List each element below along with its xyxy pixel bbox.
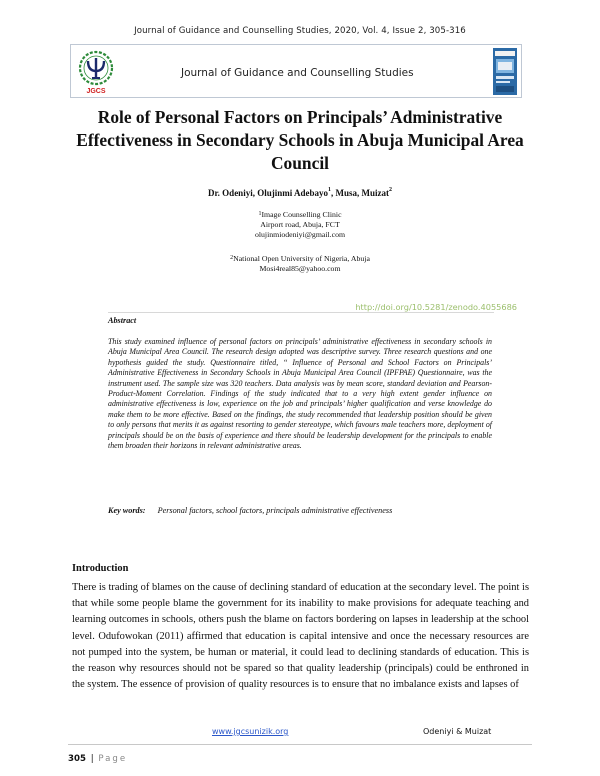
page-number (68, 754, 127, 764)
author-line (0, 188, 600, 198)
paper-title: Role of Personal Factors on Principals’ Administrative Effectiveness in Secondary Schools in Abuja Municipal Area Council (76, 107, 524, 173)
author-2: Musa, Muizat (335, 188, 389, 198)
abstract-heading: Abstract (108, 316, 137, 325)
affiliation-1 (0, 210, 600, 240)
author-2-sup: 2 (388, 187, 392, 193)
footer-divider (68, 744, 532, 745)
affiliation-1-sup: 1 (258, 211, 262, 217)
affiliation-2 (0, 254, 600, 274)
affiliation-2-sup: 2 (230, 255, 234, 261)
author-1-sup: 1 (327, 187, 331, 193)
logo-text: JGCS (86, 88, 106, 95)
affiliation-2-email[interactable]: Mosi4real85@yahoo.com (259, 264, 341, 273)
keywords (108, 506, 508, 515)
journal-logo (74, 49, 118, 95)
keywords-label: Key words: (108, 506, 146, 515)
introduction-text: There is trading of blames on the cause of declining standard of education at the secondary level. The point is that while some people blame the government for its inability to make provisions for adequate teaching and learning outcomes in schools, others push the blame on factors bordering on lapses in leadership at the school level. Odufowokan (2011) affirmed that education is capital intensive and once the necessary resources are not pumped into the system, be human or material, it could lead to declining standards of education. This is the reason why resources should not be spared so that quality leadership (principals) could be enthroned in the system. The essence of provision of quality resources is to ensure that no imbalance exists and lapses of (72, 582, 529, 691)
journal-cover-thumbnail (493, 48, 517, 95)
introduction-heading: Introduction (72, 563, 129, 574)
keywords-text: Personal factors, school factors, principals administrative effectiveness (157, 506, 393, 515)
journal-masthead (70, 44, 522, 98)
running-head: Journal of Guidance and Counselling Studies, 2020, Vol. 4, Issue 2, 305-316 (134, 26, 466, 36)
affiliation-1-address: Airport road, Abuja, FCT (260, 220, 340, 229)
page-word: Page (98, 754, 128, 764)
affiliation-2-org: National Open University of Nigeria, Abuja (233, 254, 370, 263)
abstract-divider (108, 312, 494, 313)
journal-name: Journal of Guidance and Counselling Studies (181, 67, 414, 79)
affiliation-1-email[interactable]: olujinmiodeniyi@gmail.com (254, 230, 346, 239)
page-number-separator: | (90, 754, 94, 764)
author-1: Dr. Odeniyi, Olujinmi Adebayo (208, 188, 328, 198)
affiliation-1-org: Image Counselling Clinic (261, 210, 342, 219)
abstract-text: This study examined influence of personal factors on principals’ administrative effectiveness in secondary schools in Abuja Municipal Area Council. The research design adopted was descriptive survey. Three research questions and one hypothesis guided the study. Questionnaire titled, “ Influence of Personal and School Factors on Principals’ Administrative Effectiveness in Secondary Schools in Abuja Municipal Area Council (IPFPAE) Questionnaire, was the instrument used. The sample size was 320 teachers. Data analysis was by mean score, standard deviation and Pearson-Product-Moment Correlation. Findings of the study indicated that to a very high extent gender influence on administrative effectiveness is low, experience on the job and principals’ higher qualification and verse knowledge do make them to be more effective. Based on the findings, the study recommended that leadership position should be given to only persons that merits it as against resorting to gender stereotype, which favours male teachers more, deployment of principals should be on the basis of experience and there should be leadership development for the principals to enable them broaden their horizons in relevant administrative areas. (108, 337, 492, 451)
footer-url-link[interactable]: www.jgcsunizik.org (212, 727, 289, 736)
page-number-value: 305 (68, 754, 86, 764)
footer-authors: Odeniyi & Muizat (423, 727, 492, 736)
doi-link[interactable]: http://doi.org/10.5281/zenodo.4055686 (355, 302, 517, 312)
author-separator: , (330, 188, 336, 198)
